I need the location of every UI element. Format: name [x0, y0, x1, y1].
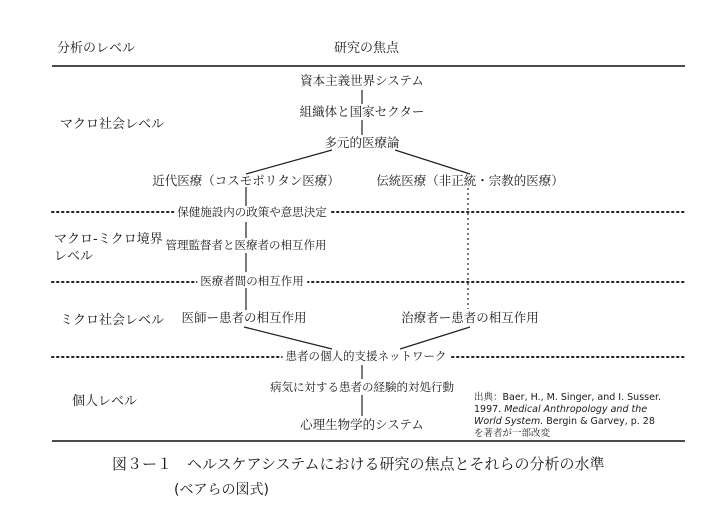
node-supervisor-interaction: 管理監督者と医療者の相互作用 — [165, 238, 327, 252]
connector-plural-traditional — [395, 150, 470, 174]
connector-healer-support — [400, 327, 470, 349]
node-psychobiological: 心理生物学的システム — [300, 417, 424, 432]
node-healer-patient: 治療者ー患者の相互作用 — [401, 310, 539, 325]
node-traditional-medicine: 伝統医療（非正統・宗教的医療） — [376, 173, 564, 188]
node-world-system: 資本主義世界システム — [300, 73, 424, 88]
connector-plural-modern — [246, 150, 332, 174]
level-macro: マクロ社会レベル — [60, 117, 165, 132]
node-org-state: 組織体と国家セクター — [299, 104, 425, 119]
node-illness-experience: 病気に対する患者の経験的対処行動 — [270, 380, 454, 394]
source-year: 1997. — [474, 404, 502, 415]
node-physician-patient: 医師ー患者の相互作用 — [181, 310, 307, 325]
node-policy: 保健施設内の政策や意思決定 — [174, 207, 330, 219]
level-column-header: 分析のレベル — [57, 41, 136, 56]
focus-column-header: 研究の焦点 — [334, 41, 400, 56]
figure-caption: 図３ー１ ヘルスケアシステムにおける研究の焦点とそれらの分析の水準 — [112, 455, 605, 473]
level-individual: 個人レベル — [72, 394, 138, 409]
figure-caption-sub: (ベアらの図式) — [174, 482, 269, 498]
source-journal: Medical Anthropology and the World System. — [474, 404, 648, 427]
node-provider-interaction: 医療者間の相互作用 — [197, 276, 307, 288]
level-macro-micro-line2: レベル — [54, 249, 94, 264]
node-support-network: 患者の個人的支援ネットワーク — [283, 351, 450, 363]
connector-physician-support — [244, 327, 332, 349]
level-macro-micro-line1: マクロ-ミクロ境界 — [54, 232, 163, 247]
node-modern-medicine: 近代医療（コスモポリタン医療） — [152, 173, 340, 188]
source-note — [474, 392, 664, 440]
source-rest: Bergin & Garvey, p. 28を著者が一部改変 — [474, 416, 655, 439]
source-prefix: 出典：Baer, H., M. Singer, and I. Susser. — [474, 392, 661, 403]
level-micro: ミクロ社会レベル — [60, 313, 165, 328]
node-pluralistic: 多元的医療論 — [324, 135, 400, 150]
